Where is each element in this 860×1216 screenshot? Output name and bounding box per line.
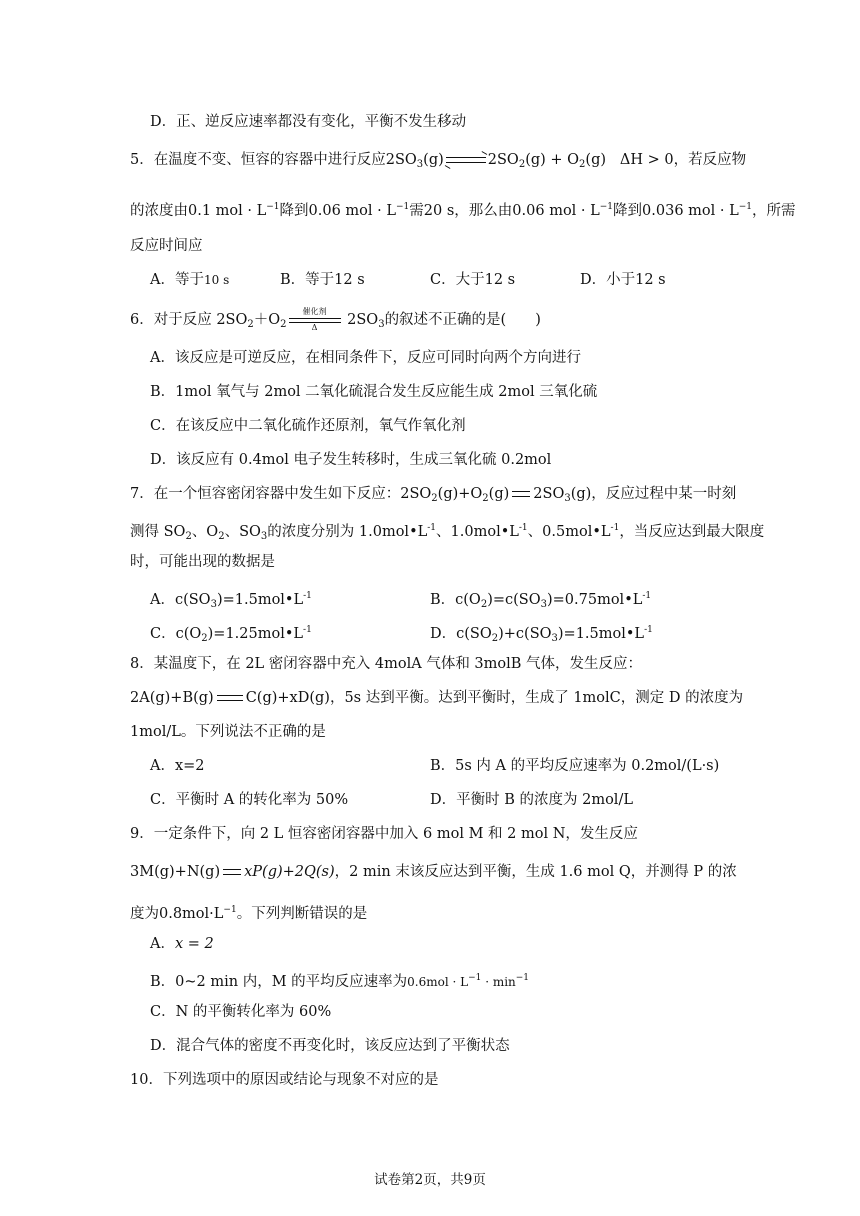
q5-stem-line1: 5．在温度不变、恒容的容器中进行反应$2SO_3(g)$ $2SO_2(g) + O_2(g)$ ΔH > 0，若反应物	[130, 152, 747, 170]
q6-option-a: A．该反应是可逆反应，在相同条件下，反应可同时向两个方向进行	[150, 350, 581, 366]
q6-stem: 6．对于反应 $2SO_2+O_2$ 催化剂 Δ $2SO_3$的叙述不正确的是( )	[130, 307, 541, 332]
q9-option-b: B．0~2 min 内，M 的平均反应速率为$0.6mol \cdot L^{-1} \cdot \min^{-1}$	[150, 973, 530, 990]
q8-option-c: C．平衡时 A 的转化率为 50%	[150, 792, 349, 808]
q6-option-d: D．该反应有 0.4mol 电子发生转移时，生成三氧化硫 0.2mol	[150, 452, 552, 468]
q7-option-b: B．$c(O_2)=c(SO_3)=0.75mol•L^{-1}$	[430, 591, 652, 610]
q7-option-a: A．$c(SO_3)=1.5mol•L^{-1}$	[150, 591, 312, 610]
q7-stem-line1: 7．在一个恒容密闭容器中发生如下反应：$2SO_2(g)+O_2(g)$ $2SO_3(g)$，反应过程中某一时刻	[130, 486, 737, 504]
equilibrium-arrow-icon	[217, 692, 243, 704]
q10-stem: 10．下列选项中的原因或结论与现象不对应的是	[130, 1072, 439, 1088]
q5-stem-line3: 反应时间应	[130, 238, 203, 254]
equilibrium-arrow-icon	[223, 866, 241, 878]
equilibrium-arrow-icon	[512, 488, 530, 500]
q8-option-b: B．5s 内 A 的平均反应速率为 0.2mol/(L·s)	[430, 758, 720, 774]
q8-stem-line3: 1mol/L。下列说法不正确的是	[130, 724, 326, 740]
q5-option-d: D．小于12 s	[580, 272, 666, 288]
q8-stem-line1: 8．某温度下，在 2L 密闭容器中充入 4molA 气体和 3molB 气体，发生反应：	[130, 656, 643, 672]
q7-option-c: C．$c(O_2)=1.25mol•L^{-1}$	[150, 625, 312, 644]
q9-option-a: A．x = 2	[150, 936, 214, 952]
q8-option-a: A．x=2	[150, 758, 205, 774]
q9-stem-line3: 度为$0.8mol\cdot L^{-1}$。下列判断错误的是	[130, 905, 368, 922]
q5-option-a: A．等于10 s	[150, 272, 230, 288]
q5-stem-line2: 的浓度由0.1 mol · $L^{-1}$降到0.06 mol · $L^{-1}$需20 s，那么由0.06 mol · $L^{-1}$降到0.036 mol · $L^{-1}$，所需	[130, 202, 796, 219]
catalyst-equilibrium-arrow-icon: 催化剂 Δ	[289, 309, 341, 331]
q8-stem-line2: 2A(g)+B(g) C(g)+xD(g)，5s 达到平衡。达到平衡时，生成了 1molC，测定 D 的浓度为	[130, 690, 744, 706]
q6-option-c: C．在该反应中二氧化硫作还原剂，氧气作氧化剂	[150, 418, 466, 434]
page-footer: 试卷第2页，共9页	[374, 1172, 486, 1188]
q8-option-d: D．平衡时 B 的浓度为 2mol/L	[430, 792, 633, 808]
q7-stem-line3: 时，可能出现的数据是	[130, 554, 275, 570]
q7-stem-line2: 测得 $SO_2$、$O_2$、$SO_3$的浓度分别为 $1.0mol•L^{-1}$、$1.0mol•L^{-1}$、$0.5mol•L^{-1}$，当反应达到最大限度	[130, 523, 765, 542]
q5-option-b: B．等于12 s	[280, 272, 365, 288]
equilibrium-arrow-icon	[446, 153, 486, 167]
q9-stem-line1: 9．一定条件下，向 2 L 恒容密闭容器中加入 6 mol M 和 2 mol N，发生反应	[130, 826, 638, 842]
q4-option-d: D．正、逆反应速率都没有变化，平衡不发生移动	[150, 114, 467, 130]
q9-stem-line2: 3M(g)+N(g) xP(g)+2Q(s)，2 min 末该反应达到平衡，生成 1.6 mol Q，并测得 P 的浓	[130, 864, 737, 880]
q9-option-d: D．混合气体的密度不再变化时，该反应达到了平衡状态	[150, 1038, 510, 1054]
q7-option-d: D．$c(SO_2)+c(SO_3)=1.5mol•L^{-1}$	[430, 625, 653, 644]
q5-option-c: C．大于12 s	[430, 272, 516, 288]
q9-option-c: C．N 的平衡转化率为 60%	[150, 1004, 332, 1020]
q6-option-b: B．1mol 氧气与 2mol 二氧化硫混合发生反应能生成 2mol 三氧化硫	[150, 384, 598, 400]
